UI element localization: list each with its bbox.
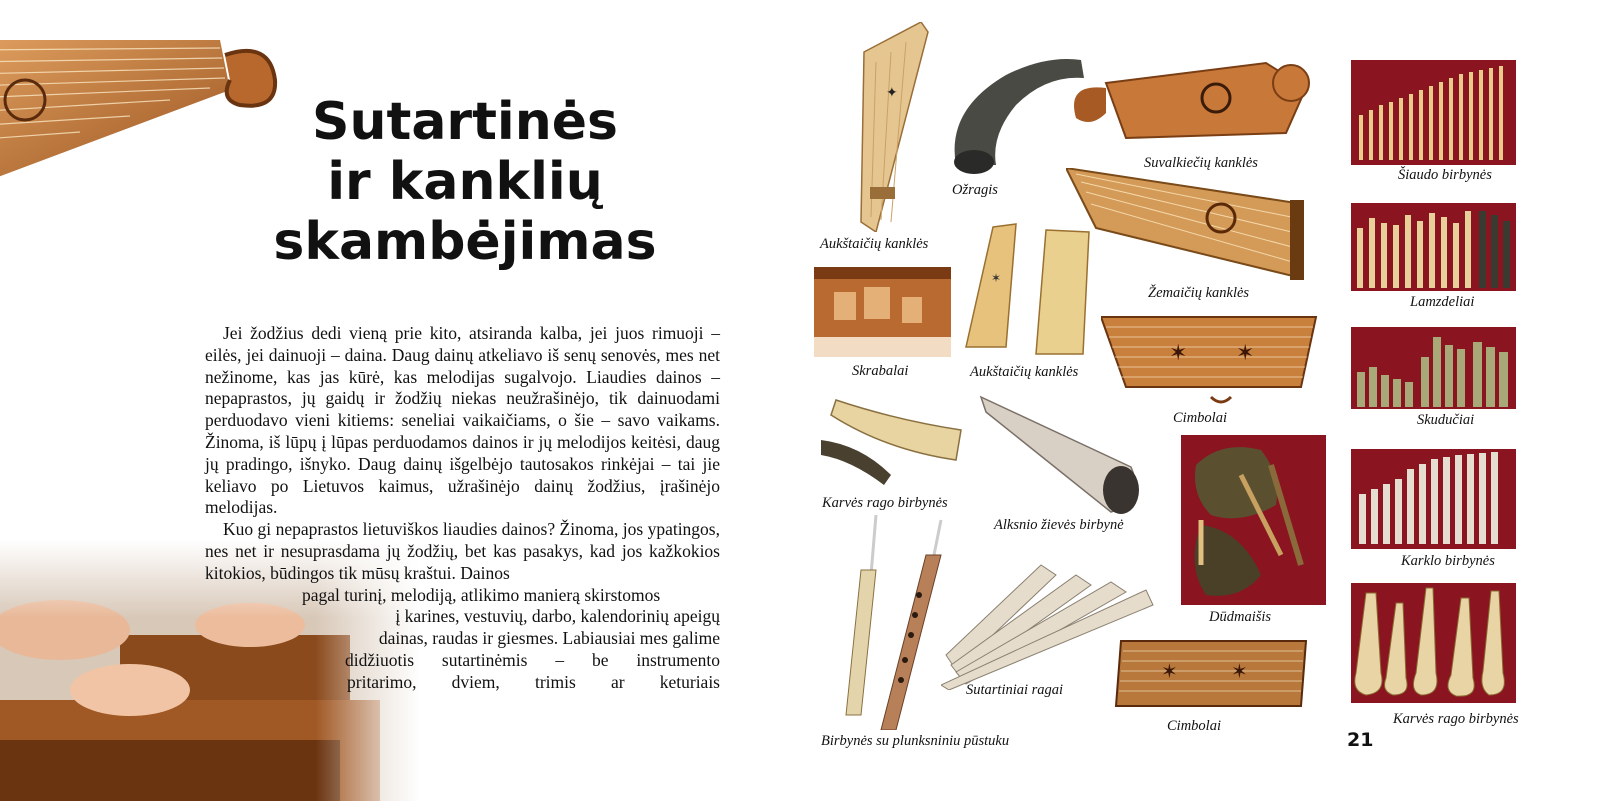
birbynes-plunksniniu-image — [831, 515, 951, 730]
svg-text:✦: ✦ — [886, 86, 898, 101]
dudmaisis-image — [1181, 435, 1326, 605]
karves-rago-birbynes-image-2 — [1351, 583, 1516, 703]
caption-cimbolai-1: Cimbolai — [1173, 410, 1227, 426]
caption-skuduciai: Skudučiai — [1417, 412, 1475, 428]
aukstaiciu-kankles-image — [856, 22, 931, 232]
page-title — [255, 92, 675, 272]
zemaiciu-kankles-image — [1066, 168, 1306, 283]
right-page — [801, 0, 1602, 801]
caption-dudmaisis: Dūdmaišis — [1209, 609, 1272, 625]
caption-cimbolai-2: Cimbolai — [1167, 718, 1221, 734]
caption-skrabalai: Skrabalai — [852, 363, 909, 379]
paragraph-1: Jei žodžius dedi vieną prie kito, atsiranda kalba, jei juos rimuoji – eilės, jei dainuoji – daina. Daug dainų atkeliavo iš senų senovės, mes net nežinome, kas jas kūrė, kas melodijas sugalvojo. Liaudies dainos – nepaprastos, jų gaidų ir žodžių niekas neužrašinėjo, tik dainuodami perduodavo vieni kitiems: seneliai vaikaičiams, o šie – savo vaikams. Žinoma, iš lūpų į lūpas perduodamos dainos ir jų melodijos keitėsi, daug jų pradingo, išnyko. Daug dainų išgelbėjo tautosakos rinkėjai – tai jie keliavo po Lietuvos kaimus, užrašinėjo dainų žodžius, įrašinėjo melodijas. — [205, 323, 720, 518]
skuduciai-image — [1351, 327, 1516, 409]
caption-birbynes-plunksniniu: Birbynės su plunksniniu pūstuku — [821, 733, 1010, 749]
svg-text:✶: ✶ — [1169, 340, 1188, 365]
karklo-birbynes-image — [1351, 449, 1516, 549]
caption-karves-rago-birbynes-2: Karvės rago birbynės — [1393, 711, 1519, 727]
body-text — [205, 323, 720, 694]
aukstaiciu-kankles-pair-image — [961, 222, 1091, 357]
svg-text:✶: ✶ — [1231, 661, 1248, 683]
ozragis-image — [946, 50, 1086, 180]
title-line-1: Sutartinės — [312, 92, 618, 152]
caption-alksnio-zieves-birbyne: Alksnio žievės birbynė — [994, 517, 1124, 533]
paragraph-2-line-f: pritarimo, dviem, trimis ar keturiais — [347, 671, 720, 692]
caption-ozragis: Ožragis — [952, 182, 998, 198]
paragraph-2-line-d: dainas, raudas ir giesmes. Labiausiai mes galime — [378, 628, 720, 649]
alksnio-zieves-birbyne-image — [976, 392, 1146, 517]
cimbolai-image-2 — [1111, 636, 1311, 714]
caption-lamzdeliai: Lamzdeliai — [1410, 294, 1475, 310]
caption-suvalkieciu-kankles: Suvalkiečių kanklės — [1144, 155, 1258, 171]
paragraph-2-line-e: didžiuotis sutartinėmis – be instrumento — [345, 649, 720, 670]
caption-aukstaiciu-kankles-2: Aukštaičių kanklės — [970, 364, 1079, 380]
caption-sutartiniai-ragai: Sutartiniai ragai — [966, 682, 1064, 698]
siaudo-birbynes-image — [1351, 60, 1516, 165]
svg-text:✶: ✶ — [1236, 340, 1255, 365]
paragraph-2-start: Kuo gi nepaprastos lietuviškos liaudies dainos? Žinoma, jos ypatingos, nes net ir nesuprasdama jų žodžių, bet kas pasakys, kad jos kažkokios kitokios, būdingos tik mūsų kraštui. Dainos — [205, 519, 720, 583]
karves-rago-birbynes-image-1 — [816, 395, 966, 495]
caption-zemaiciu-kankles: Žemaičių kanklės — [1148, 285, 1250, 301]
paragraph-2 — [205, 519, 720, 584]
caption-aukstaiciu-kankles: Aukštaičių kanklės — [820, 236, 929, 252]
skrabalai-image — [814, 267, 951, 357]
caption-karves-rago-birbynes-1: Karvės rago birbynės — [822, 495, 948, 511]
lamzdeliai-image — [1351, 203, 1516, 291]
paragraph-2-line-c: į karines, vestuvių, darbo, kalendorinių apeigų — [395, 606, 720, 627]
page-number: 21 — [1347, 729, 1374, 751]
suvalkieciu-kankles-image — [1066, 58, 1326, 148]
svg-text:✶: ✶ — [1161, 661, 1178, 683]
title-line-2: ir kanklių — [327, 152, 603, 212]
caption-siaudo-birbynes: Šiaudo birbynės — [1398, 167, 1492, 183]
svg-text:✶: ✶ — [991, 271, 1002, 285]
caption-karklo-birbynes: Karklo birbynės — [1401, 553, 1495, 569]
paragraph-2-line-b: pagal turinį, melodiją, atlikimo manierą skirstomos — [302, 584, 661, 605]
title-line-3: skambėjimas — [273, 212, 657, 272]
